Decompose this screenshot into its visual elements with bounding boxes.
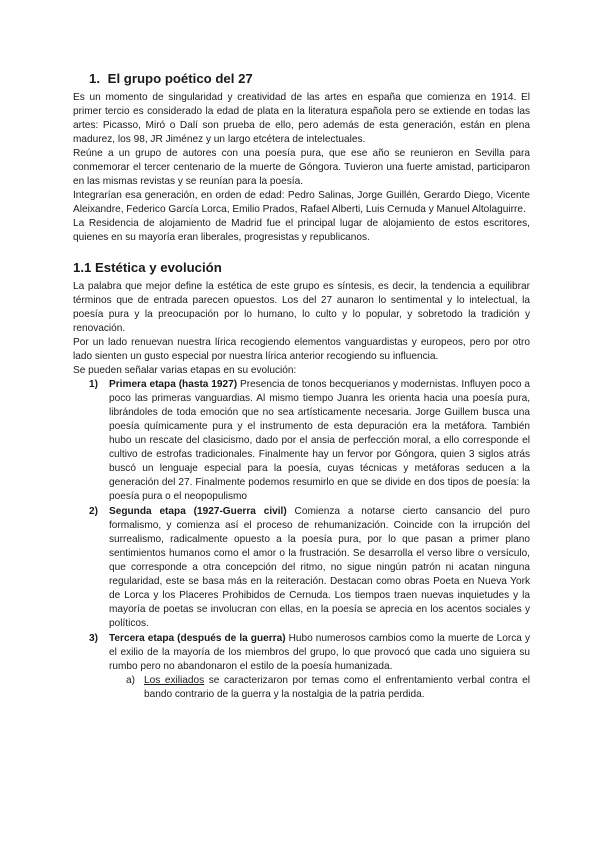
stage-heading: Segunda etapa (1927-Guerra civil) bbox=[109, 506, 287, 517]
section-title: 1.1 Estética y evolución bbox=[73, 260, 222, 275]
stage-heading: Tercera etapa (después de la guerra) bbox=[109, 633, 286, 644]
section-paragraph: La palabra que mejor define la estética de este grupo es síntesis, es decir, la tendencia a equilibrar términos que de entrada parecen opuestos. Los del 27 aunaron lo sentimental y lo intelectual, la poesía pura y la preocupación por lo humano, lo culto y lo popular, y sobretodo la tradición y renovación. bbox=[73, 281, 530, 334]
title-text: El grupo poético del 27 bbox=[107, 71, 253, 86]
stage-body: Presencia de tonos becquerianos y modernistas. Influyen poco a poco las primeras vanguardias. Al mismo tiempo Juanra les orienta hacia una poesía pura, librándoles de toda emoción que no sea artísticamente necesaria. Jorge Guillem busca una poesía químicamente pura y el instrumento de esta depuración era la metáfora. También hubo un rescate del clasicismo, dado por el ansia de perfección moral, a ello corresponde el cultivo de estrofas tradicionales. Finalmente hay un fervor por Góngora, quien 3 siglos atrás buscó un lenguaje especial para la poesía, cuyas técnicas y metáforas seducen a la generación del 27. Finalmente podemos resumirlo en que se divide en dos tipos de poesía: la poesía pura o el neopopulismo bbox=[109, 379, 530, 502]
list-marker: 1) bbox=[89, 379, 98, 390]
sub-list-item bbox=[73, 674, 530, 702]
sub-item-body: se caracterizaron por temas como el enfrentamiento verbal contra el bando contrario de la guerra y la nostalgia de la patria perdida. bbox=[144, 675, 530, 700]
stage-text bbox=[109, 632, 530, 674]
intro-paragraph: La Residencia de alojamiento de Madrid fue el principal lugar de alojamiento de estos escritores, quienes en su mayoría eran liberales, progresistas y republicanos. bbox=[73, 218, 530, 243]
sub-list-marker: a) bbox=[126, 675, 135, 686]
title-number: 1. bbox=[89, 71, 100, 86]
stage-body: Hubo numerosos cambios como la muerte de Lorca y el exilio de la mayoría de los miembros del grupo, lo que provocó que cada uno siguiera su rumbo pero no abandonaron el estilo de la poesía humanizada. bbox=[109, 633, 530, 672]
list-marker: 2) bbox=[89, 506, 98, 517]
intro-paragraph: Reúne a un grupo de autores con una poesía pura, que ese año se reunieron en Sevilla para conmemorar el tercer centenario de la muerte de Góngora. Tuvieron una fuerte amistad, participaron en las mismas revistas y se reunían para la poesía. bbox=[73, 148, 530, 187]
intro-paragraph: Integrarían esa generación, en orden de edad: Pedro Salinas, Jorge Guillén, Gerardo Diego, Vicente Aleixandre, Federico García Lorca, Emilio Prados, Rafael Alberti, Luis Cernuda y Manuel Altolaguirre. bbox=[73, 190, 530, 215]
section-paragraph: Por un lado renuevan nuestra lírica recogiendo elementos vanguardistas y europeos, pero por otro lado sienten un gusto especial por nuestra lírica anterior recogiendo su influencia. bbox=[73, 337, 530, 362]
stage-text bbox=[109, 378, 530, 504]
list-item bbox=[73, 632, 530, 674]
document-body bbox=[73, 70, 530, 702]
list-marker: 3) bbox=[89, 633, 98, 644]
stages-list bbox=[73, 378, 530, 674]
stage-body: Comienza a notarse cierto cansancio del puro formalismo, y comienza así el proceso de rehumanización. Coincide con la irrupción del surrealismo, radicalmente opuesto a la poesía pura, por lo que pasan a primer plano sentimientos humanos como el amor o la frustración. Se desarrolla el verso libre o versículo, que corresponde a otra concepción del ritmo, no sigue ningún patrón ni acatan ninguna regularidad, este se basa más en la reiteración. Destacan como obras Poeta en Nueva York de Lorca y los Placeres Prohibidos de Cernuda. Los tiempos traen nuevas inquietudes y la mayoría de poetas se involucran con ellas, en la poesía se aprecia en los acentos sociales y políticos. bbox=[109, 506, 530, 629]
section-paragraph: Se pueden señalar varias etapas en su evolución: bbox=[73, 365, 297, 376]
sub-item-text bbox=[144, 674, 530, 702]
sub-item-heading: Los exiliados bbox=[144, 675, 205, 686]
list-item bbox=[73, 378, 530, 504]
stage-heading: Primera etapa (hasta 1927) bbox=[109, 379, 238, 390]
intro-paragraph: Es un momento de singularidad y creatividad de las artes en españa que comienza en 1914. El primer tercio es considerado la edad de plata en la literatura española pero se extiende en todas las artes: Picasso, Miró o Dalí son prueba de ello, pero además de esta generación, están en plena madurez, los 98, JR Jiménez y un largo etcétera de intelectuales. bbox=[73, 92, 530, 145]
list-item bbox=[73, 505, 530, 631]
page-title bbox=[89, 70, 530, 88]
stage-text bbox=[109, 505, 530, 631]
